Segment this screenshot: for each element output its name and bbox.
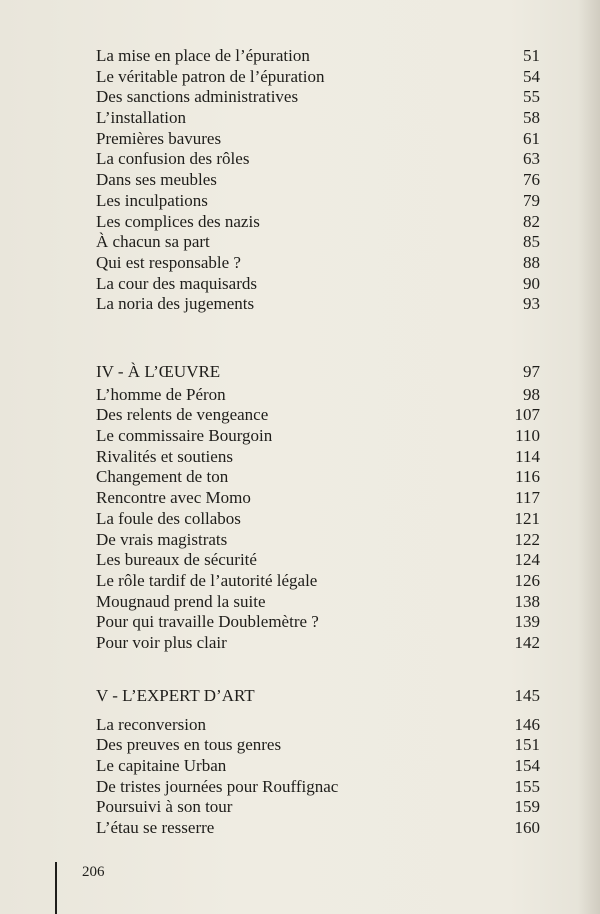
chapter-page: 97 <box>523 362 540 381</box>
chapter-heading <box>96 362 540 383</box>
toc-entry-page: 126 <box>514 570 540 590</box>
toc-entry <box>96 592 540 613</box>
toc-entry-title: La mise en place de l’épuration <box>96 46 310 65</box>
toc-entry-page: 79 <box>523 190 540 210</box>
page-number: 206 <box>82 864 105 880</box>
toc-entry <box>96 212 540 233</box>
toc-entry-page: 121 <box>514 508 540 528</box>
toc-entry <box>96 633 540 654</box>
toc-entry-page: 63 <box>523 149 540 169</box>
toc-entry-page: 98 <box>523 384 540 404</box>
toc-entry-title: Poursuivi à son tour <box>96 797 233 817</box>
toc-entry-title: Les complices des nazis <box>96 211 260 231</box>
toc-entry-page: 58 <box>523 108 540 128</box>
toc-entry-page: 117 <box>515 488 540 508</box>
toc-entry-page: 159 <box>514 797 540 817</box>
toc-entry-page: 124 <box>514 550 540 570</box>
toc-entry-title: Le rôle tardif de l’autorité légale <box>96 570 318 590</box>
toc-entry-page: 116 <box>515 467 540 487</box>
toc-entry-page: 54 <box>523 66 540 86</box>
footer-rule <box>55 862 57 914</box>
chapter-heading <box>96 686 540 707</box>
toc-entry <box>96 530 540 551</box>
toc-entry-title: L’étau se resserre <box>96 818 215 838</box>
toc-entry <box>96 715 540 736</box>
chapter-page: 145 <box>514 686 540 705</box>
toc-entry <box>96 777 540 798</box>
toc-entry-title: Le véritable patron de l’épuration <box>96 66 325 86</box>
toc-entry-title: Rencontre avec Momo <box>96 488 251 508</box>
toc-entry <box>96 46 540 67</box>
toc-entry-title: Des sanctions administratives <box>96 87 299 107</box>
toc-entry-title: Premières bavures <box>96 128 222 148</box>
toc-entry-title: Qui est responsable ? <box>96 252 241 272</box>
toc-entry <box>96 232 540 253</box>
toc-entry-page: 76 <box>523 170 540 190</box>
toc-entry-title: La cour des maquisards <box>96 273 257 293</box>
toc-entry <box>96 108 540 129</box>
toc-entry-page: 55 <box>523 87 540 107</box>
toc-entry <box>96 612 540 633</box>
toc-entry-page: 88 <box>523 252 540 272</box>
toc-entry-title: Les inculpations <box>96 190 208 210</box>
toc-entry-page: 146 <box>514 714 540 734</box>
toc-entry <box>96 149 540 170</box>
toc-entry-title: À chacun sa part <box>96 232 210 252</box>
toc-entry-page: 160 <box>514 818 540 838</box>
toc-entry-page: 151 <box>514 735 540 755</box>
toc-entry <box>96 405 540 426</box>
toc-entry-title: De tristes journées pour Rouffignac <box>96 776 339 796</box>
toc-entry-page: 107 <box>514 405 540 425</box>
toc-entry-title: Des relents de vengeance <box>96 405 269 425</box>
toc-entry-page: 110 <box>515 426 540 446</box>
toc-entry-title: Changement de ton <box>96 467 229 487</box>
toc-entry <box>96 129 540 150</box>
toc-entry <box>96 550 540 571</box>
toc-entry-page: 142 <box>514 632 540 652</box>
toc-entry <box>96 67 540 88</box>
toc-entry-page: 51 <box>523 46 540 65</box>
toc-entry-page: 82 <box>523 211 540 231</box>
toc-entry-page: 154 <box>514 756 540 776</box>
toc-entry-page: 138 <box>514 591 540 611</box>
toc-entry-title: L’installation <box>96 108 187 128</box>
toc-entry <box>96 191 540 212</box>
toc-entry <box>96 571 540 592</box>
toc-entry <box>96 253 540 274</box>
toc-entry-title: La foule des collabos <box>96 508 241 528</box>
toc-entry <box>96 467 540 488</box>
toc-entry-title: Rivalités et soutiens <box>96 446 233 466</box>
toc-entry <box>96 294 540 315</box>
toc-entry-title: Pour voir plus clair <box>96 632 227 652</box>
toc-entry-title: La noria des jugements <box>96 294 255 314</box>
toc-entry-page: 122 <box>514 529 540 549</box>
toc-entry-title: La reconversion <box>96 714 206 734</box>
chapter-title: V - L’EXPERT D’ART <box>96 686 255 705</box>
toc-entry-title: Mougnaud prend la suite <box>96 591 266 611</box>
toc-entry <box>96 756 540 777</box>
toc-entry <box>96 274 540 295</box>
toc-entry-page: 93 <box>523 294 540 314</box>
toc-entry-page: 155 <box>514 776 540 796</box>
toc-entry <box>96 447 540 468</box>
toc-entry-title: Dans ses meubles <box>96 170 217 190</box>
toc-entry <box>96 735 540 756</box>
toc-entry <box>96 426 540 447</box>
toc-entry-page: 85 <box>523 232 540 252</box>
toc-chapter-5 <box>96 686 540 839</box>
toc-entry-title: Le commissaire Bourgoin <box>96 426 273 446</box>
toc-entry <box>96 170 540 191</box>
toc-entry <box>96 818 540 839</box>
toc-entry <box>96 385 540 406</box>
toc-entry-page: 90 <box>523 273 540 293</box>
toc-entry <box>96 87 540 108</box>
toc-entry-title: L’homme de Péron <box>96 384 226 404</box>
toc-entry-page: 61 <box>523 128 540 148</box>
page-edge-shadow <box>578 0 600 914</box>
toc-entry-title: Pour qui travaille Doublemètre ? <box>96 612 319 632</box>
toc-entry <box>96 488 540 509</box>
toc-entry-page: 114 <box>515 446 540 466</box>
toc-entry-title: La confusion des rôles <box>96 149 250 169</box>
toc-entry-title: Les bureaux de sécurité <box>96 550 257 570</box>
toc-entry-title: Le capitaine Urban <box>96 756 227 776</box>
toc-entry <box>96 797 540 818</box>
chapter-title: IV - À L’ŒUVRE <box>96 362 221 381</box>
toc-entry-title: De vrais magistrats <box>96 529 228 549</box>
toc-entry-title: Des preuves en tous genres <box>96 735 282 755</box>
toc-entry <box>96 509 540 530</box>
toc-entry-page: 139 <box>514 612 540 632</box>
toc-section-continued <box>96 46 540 315</box>
toc-chapter-4 <box>96 362 540 654</box>
